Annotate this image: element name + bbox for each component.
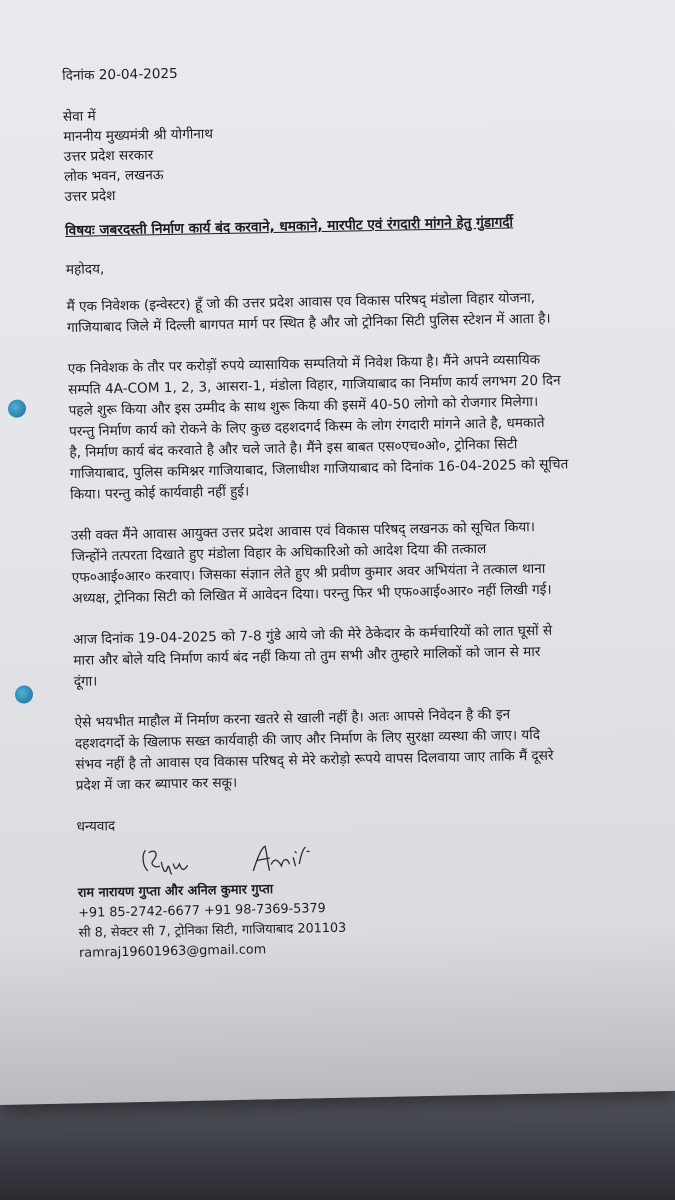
- paragraph-line: मैं एक निवेशक (इन्वेस्टर) हूँ जो की उत्तर प्रदेश आवास एव विकास परिषद् मंडोला विहार योजना,: [66, 289, 536, 315]
- signature-anil: [249, 839, 320, 880]
- salutation: महोदय,: [65, 261, 105, 278]
- recipient-line: माननीय मुख्यमंत्री श्री योगीनाथ: [63, 126, 214, 145]
- paragraph-line: अध्यक्ष, ट्रोनिका सिटी को लिखित में आवेदन दिया। परन्तु फिर भी एफ०आई०आर० नहीं लिखी गई।: [72, 581, 552, 607]
- recipient-line: सेवा में: [62, 108, 96, 125]
- recipient-line: उत्तर प्रदेश: [64, 187, 116, 205]
- paragraph-line: दूंगा।: [73, 673, 98, 690]
- sender-phones: +91 85-2742-6677 +91 98-7369-5379: [78, 901, 326, 921]
- paragraph-line: उसी वक्त मैंने आवास आयुक्त उत्तर प्रदेश आवास एवं विकास परिषद् लखनऊ को सूचित किया।: [70, 519, 536, 544]
- paragraph-line: आज दिनांक 19-04-2025 को 7-8 गुंडे आये जो की मेरे ठेकेदार के कर्मचारियों को लात घूसों से: [72, 622, 553, 648]
- letter-body: [62, 55, 664, 964]
- paragraph-3: [71, 515, 658, 610]
- letter-subject: विषयः जबरदस्ती निर्माण कार्य बंद करवाने, धमकाने, मारपीट एवं रंगदारी मांगने हेतु गुंडागर्दी: [65, 214, 514, 239]
- paragraph-line: दहशदगर्दो के खिलाफ सख्त कार्यवाही की जाए और निर्माण के लिए सुरक्षा व्यस्था की जाए। यदि: [74, 726, 541, 752]
- sender-name: राम नारायण गुप्ता और अनिल कुमार गुप्ता: [77, 882, 274, 901]
- sender-address: सी 8, सेक्टर सी 7, ट्रोनिका सिटी, गाजियाबाद 201103: [78, 920, 347, 941]
- paragraph-line: परन्तु निर्माण कार्य को रोकने के लिए कुछ दहशदगर्द किस्म के लोग रंगदारी मांगने आते है, धमकाते: [68, 414, 545, 440]
- paragraph-line: गाजियाबाद जिले में दिल्ली बागपत मार्ग पर स्थित है और जो ट्रोनिका सिटी पुलिस स्टेशन में आता है।: [66, 310, 551, 336]
- paragraph-1: [66, 286, 652, 339]
- letter-date: दिनांक 20-04-2025: [62, 65, 178, 84]
- sender-email: ramraj19601963@gmail.com: [78, 942, 267, 961]
- paragraph-line: सम्पति 4A-COM 1, 2, 3, आसरा-1, मंडोला विहार, गाजियाबाद का निर्माण कार्य लगभग 20 दिन: [68, 372, 561, 398]
- paragraph-2: [68, 348, 656, 506]
- paragraph-line: एक निवेशक के तौर पर करोड़ों रुपये व्यासायिक सम्पतियो में निवेश किया है। मैंने अपने व्यसायिक: [67, 351, 541, 377]
- paragraph-line: किया। परन्तु कोई कार्यवाही नहीं हुई।: [70, 483, 250, 503]
- paragraph-line: संभव नहीं है तो आवास एव विकास परिषद् से मेरे करोड़ो रूपये वापस दिलवाया जाए ताकि मैं दूसरे: [75, 747, 554, 773]
- punch-hole-bottom: [15, 685, 33, 703]
- closing: धन्यवाद: [76, 818, 116, 835]
- paragraph-4: [73, 619, 659, 693]
- paragraph-line: प्रदेश में जा कर ब्यापार कर सकू।: [75, 774, 238, 794]
- recipient-address: [63, 96, 650, 207]
- recipient-line: उत्तर प्रदेश सरकार: [63, 147, 154, 165]
- paragraph-5: [74, 702, 661, 797]
- recipient-line: लोक भवन, लखनऊ: [63, 167, 164, 185]
- punch-hole-top: [8, 399, 26, 417]
- paragraph-line: जिन्होंने तत्परता दिखाते हुए मंडोला विहार के अधिकारिओ को आदेश दिया की तत्काल: [71, 540, 487, 565]
- paragraph-line: मारा और बोले यदि निर्माण कार्य बंद नहीं किया तो तुम सभी और तुम्हारे मालिकों को जान से मार: [73, 643, 541, 669]
- signature-ram: [139, 842, 200, 883]
- paragraph-line: पहले शुरू किया और इस उम्मीद के साथ शुरू किया की इसमें 40-50 लोगो को रोजगार मिलेगा।: [68, 393, 539, 419]
- paragraph-line: गाजियाबाद, पुलिस कमिश्नर गाजियाबाद, जिलाधीश गाजियाबाद को दिनांक 16-04-2025 को सूचित: [69, 456, 569, 482]
- paragraph-line: एफ०आई०आर० करवाए। जिसका संज्ञान लेते हुए श्री प्रवीण कुमार अवर अभियंता ने तत्काल थाना: [71, 560, 546, 586]
- paragraph-line: ऐसे भयभीत माहौल में निर्माण करना खतरे से खाली नहीं है। अतः आपसे निवेदन है की इन: [74, 706, 511, 731]
- paragraph-line: है, निर्माण कार्य बंद करवाते है और चले जाते है। मैंने इस बाबत एस०एच०ओ०, ट्रोनिका सिटी: [69, 436, 518, 461]
